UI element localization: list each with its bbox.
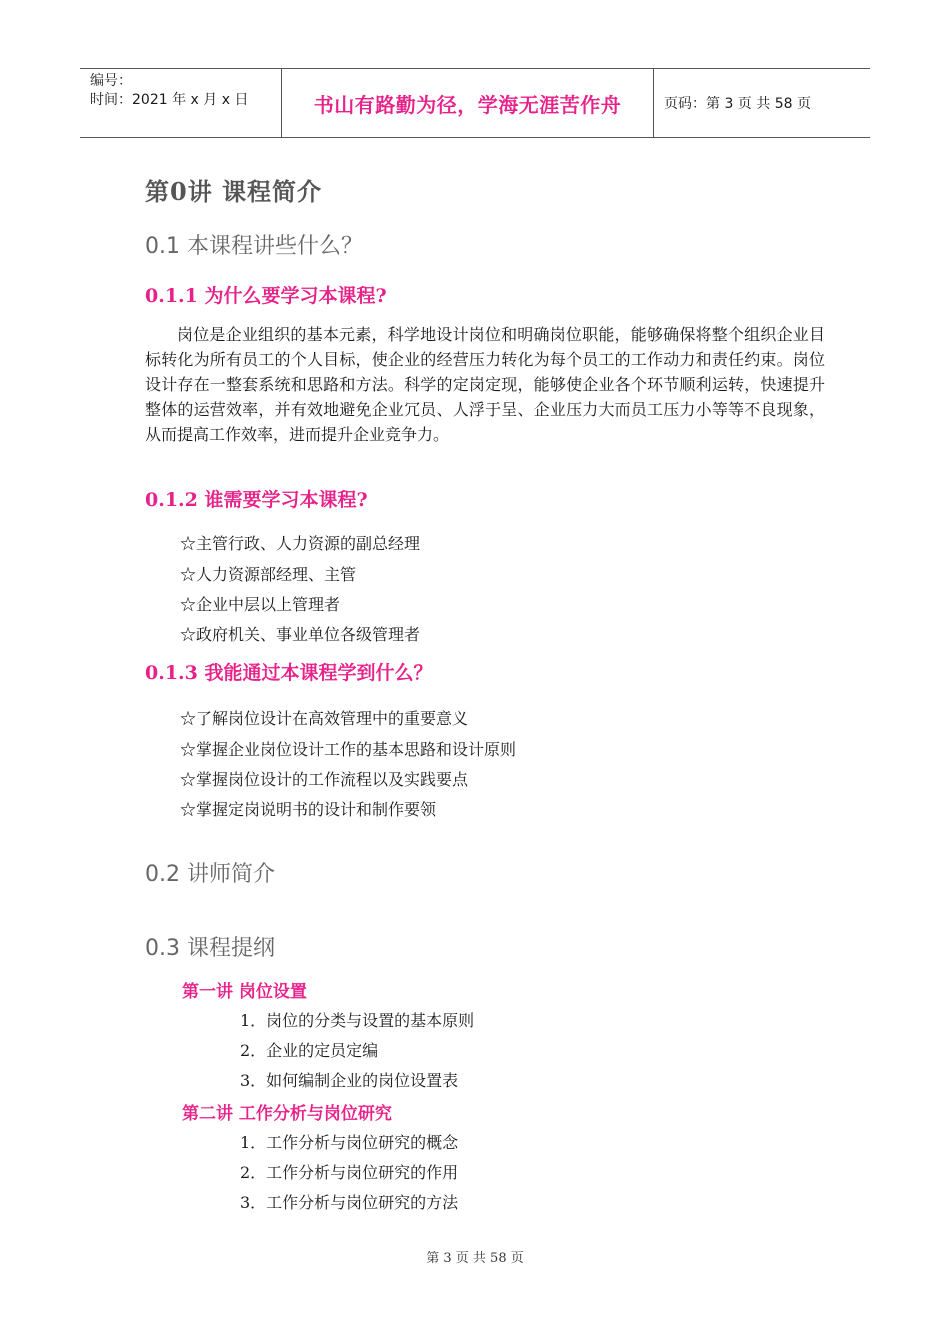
section-0-1-2-heading: 0.1.2 谁需要学习本课程? [145, 489, 368, 511]
doc-date-label: 时间：2021 年 x 月 x 日 [90, 92, 249, 108]
outline-item: 3．如何编制企业的岗位设置表 [240, 1071, 459, 1090]
outcome-item: ☆掌握岗位设计的工作流程以及实践要点 [180, 770, 469, 789]
outline-item: 2．工作分析与岗位研究的作用 [240, 1163, 459, 1182]
section-0-1-1-body [145, 322, 825, 447]
page-header [80, 68, 870, 138]
section-0-3-heading: 0.3 课程提纲 [145, 936, 275, 961]
audience-item: ☆人力资源部经理、主管 [180, 565, 357, 584]
header-meta [80, 69, 282, 137]
audience-item: ☆主管行政、人力资源的副总经理 [180, 534, 421, 553]
section-0-2-heading: 0.2 讲师简介 [145, 862, 275, 887]
outcome-item: ☆掌握定岗说明书的设计和制作要领 [180, 800, 437, 819]
header-motto: 书山有路勤为径，学海无涯苦作舟 [282, 69, 654, 137]
outline-item: 2．企业的定员定编 [240, 1041, 379, 1060]
doc-number-label: 编号： [90, 73, 132, 89]
outcome-item: ☆掌握企业岗位设计工作的基本思路和设计原则 [180, 740, 517, 759]
outcome-item: ☆了解岗位设计在高效管理中的重要意义 [180, 709, 469, 728]
section-0-1-3-heading: 0.1.3 我能通过本课程学到什么？ [145, 662, 433, 684]
lecture-title: 第0讲 课程简介 [145, 177, 323, 206]
header-page-label: 页码：第 3 页 共 58 页 [664, 96, 811, 112]
page-footer: 第 3 页 共 58 页 [426, 1251, 524, 1266]
audience-item: ☆政府机关、事业单位各级管理者 [180, 625, 421, 644]
outline-item: 3．工作分析与岗位研究的方法 [240, 1193, 459, 1212]
section-0-1-heading: 0.1 本课程讲些什么？ [145, 234, 363, 259]
audience-item: ☆企业中层以上管理者 [180, 595, 341, 614]
outline-lecture-2-title: 第二讲 工作分析与岗位研究 [182, 1104, 392, 1124]
outline-item: 1．岗位的分类与设置的基本原则 [240, 1011, 475, 1030]
outline-lecture-1-title: 第一讲 岗位设置 [182, 982, 307, 1002]
body-paragraph: 岗位是企业组织的基本元素，科学地设计岗位和明确岗位职能，能够确保将整个组织企业目标转化为所有员工的个人目标，使企业的经营压力转化为每个员工的工作动力和责任约束。岗位设计存在一整套系统和思路和方法。科学的定岗定现，能够使企业各个环节顺利运转，快速提升整体的运营效率，并有效地避免企业冗员、人浮于呈、企业压力大而员工压力小等等不良现象，从而提高工作效率，进而提升企业竞争力。 [145, 325, 825, 444]
section-0-1-1-heading: 0.1.1 为什么要学习本课程? [145, 285, 387, 307]
outline-item: 1．工作分析与岗位研究的概念 [240, 1133, 459, 1152]
